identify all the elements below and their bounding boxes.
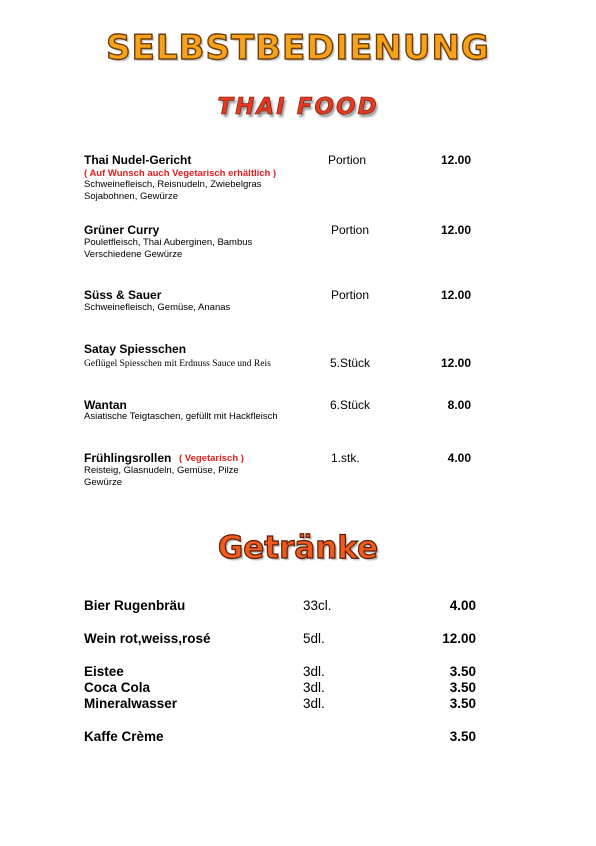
dish-price: 12.00 [440, 356, 471, 370]
dish-name: Grüner Curry [84, 223, 160, 237]
drink-name: Bier Rugenbräu [84, 598, 186, 613]
dish-name: Wantan [84, 398, 127, 412]
drink-qty: 3dl. [303, 664, 325, 679]
dish-price: 12.00 [440, 223, 471, 237]
dish-qty: 6.Stück [330, 398, 371, 412]
dish-desc: Pouletfleisch, Thai Auberginen, Bambus [84, 237, 253, 248]
dish-qty: 5.Stück [330, 356, 371, 370]
dish-qty: 1.stk. [331, 451, 360, 465]
dish-desc: Schweinefleisch, Gemüse, Ananas [84, 302, 231, 313]
drink-price: 3.50 [449, 664, 476, 679]
dish-desc: Asiatische Teigtaschen, gefüllt mit Hackfleisch [84, 411, 278, 422]
drink-price: 4.00 [449, 598, 476, 613]
dish-note: ( Auf Wunsch auch Vegetarisch erhältlich ) [84, 168, 277, 179]
drink-name: Mineralwasser [84, 696, 178, 711]
dish-price: 8.00 [447, 398, 471, 412]
drink-price: 3.50 [449, 680, 476, 695]
drink-qty: 5dl. [303, 631, 325, 646]
dish-qty: Portion [328, 153, 367, 167]
dish-desc: Schweinefleisch, Reisnudeln, Zwiebelgras [84, 179, 262, 190]
thai-food-logo-text: THAI FOOD [217, 94, 379, 120]
dish-name: Frühlingsrollen [84, 451, 172, 465]
dish-qty: Portion [331, 288, 370, 302]
drinks-title: Getränke [217, 530, 379, 566]
dish-desc: Reisteig, Glasnudeln, Gemüse, Pilze [84, 465, 239, 476]
drink-price: 12.00 [442, 631, 476, 646]
dish-desc: Geflügel Spiesschen mit Erdnuss Sauce und Reis [84, 359, 271, 369]
dish-price: 4.00 [447, 451, 471, 465]
dish-qty: Portion [331, 223, 370, 237]
drink-name: Kaffe Crème [84, 729, 164, 744]
dish-desc: Verschiedene Gewürze [84, 249, 183, 260]
dish-name: Thai Nudel-Gericht [84, 153, 192, 167]
dish-note: ( Vegetarisch ) [179, 453, 244, 464]
drink-name: Eistee [84, 664, 124, 679]
drink-name: Coca Cola [84, 680, 151, 695]
drink-qty: 3dl. [303, 680, 325, 695]
drink-price: 3.50 [449, 696, 476, 711]
drink-price: 3.50 [449, 729, 476, 744]
dish-desc: Sojabohnen, Gewürze [84, 191, 179, 202]
drink-qty: 33cl. [303, 598, 332, 613]
drink-qty: 3dl. [303, 696, 325, 711]
thai-food-logo [0, 94, 596, 120]
dish-name: Süss & Sauer [84, 288, 162, 302]
dish-name: Satay Spiesschen [84, 342, 187, 356]
dish-desc: Gewürze [84, 477, 123, 488]
dish-price: 12.00 [440, 153, 471, 167]
drink-name: Wein rot,weiss,rosé [84, 631, 211, 646]
page-title: SELBSTBEDIENUNG [106, 28, 490, 68]
dish-price: 12.00 [440, 288, 471, 302]
